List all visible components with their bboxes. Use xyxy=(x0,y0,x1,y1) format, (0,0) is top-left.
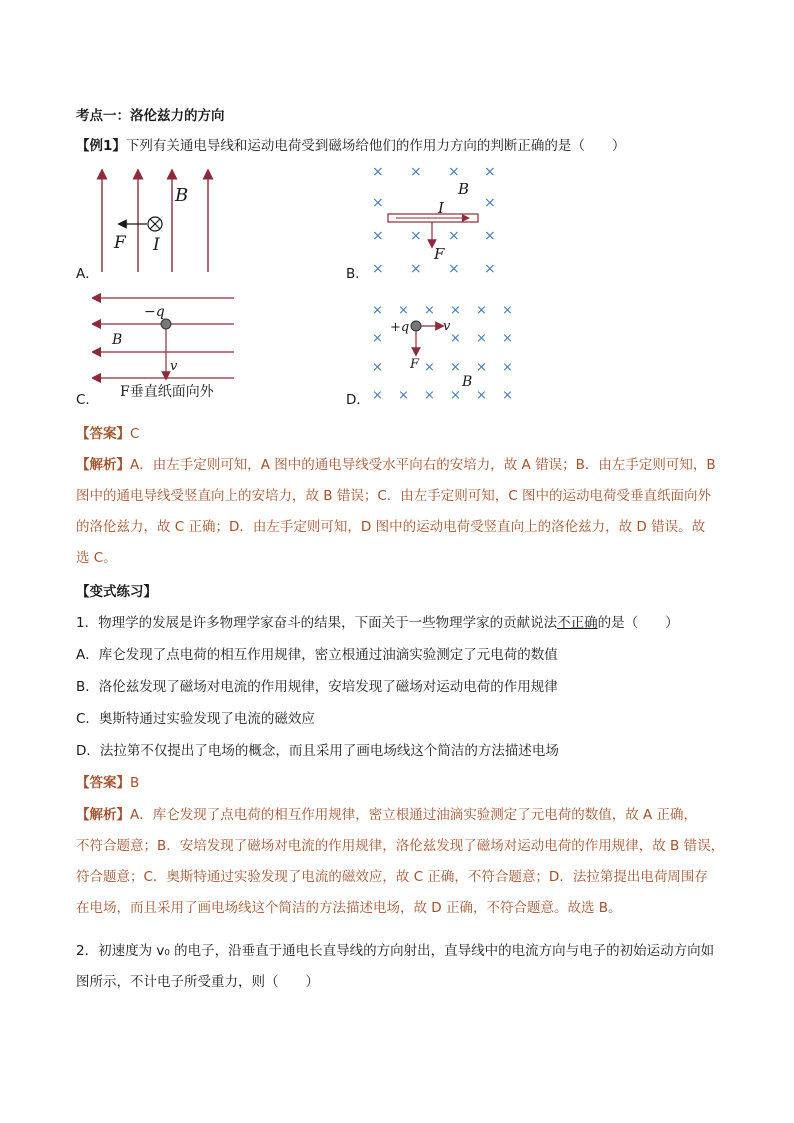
q2-stem-line-1: 2．初速度为 v₀ 的电子，沿垂直于通电长直导线的方向射出，直导线中的电流方向与电子的初始运动方向如 xyxy=(76,943,715,959)
q1-analysis-line-4: 在电场，而且采用了画电场线这个简洁的方法描述电场，故 D 正确，不符合题意。故选 B。 xyxy=(76,900,622,916)
option-d-label: D． xyxy=(346,392,370,408)
field-cross-grid xyxy=(372,303,513,403)
svg-text:×: × xyxy=(484,228,496,244)
q1-option-d: D．法拉第不仅提出了电场的概念，而且采用了画电场线这个简洁的方法描述电场 xyxy=(76,743,559,759)
example-question xyxy=(76,134,625,154)
q1-stem xyxy=(76,611,679,631)
analysis-tag: 【解析】 xyxy=(76,457,130,473)
fig-a-f-label: F xyxy=(114,233,126,253)
svg-text:×: × xyxy=(398,388,409,403)
svg-text:×: × xyxy=(372,261,384,277)
fig-a-b-label: B xyxy=(175,185,189,206)
svg-text:×: × xyxy=(476,360,487,375)
svg-text:×: × xyxy=(398,303,409,318)
example-question-text: 下列有关通电导线和运动电荷受到磁场给他们的作用力方向的判断正确的是（ ） xyxy=(125,138,626,154)
figure-a xyxy=(92,168,222,276)
example-analysis-line-2: 图中的通电导线受竖直向上的安培力，故 B 错误；C．由左手定则可知，C 图中的运动电荷受垂直纸面向外 xyxy=(76,488,711,504)
svg-text:×: × xyxy=(484,164,496,180)
svg-text:×: × xyxy=(372,388,383,403)
svg-text:×: × xyxy=(502,331,513,346)
q2-stem-line-2: 图所示，不计电子所受重力，则（ ） xyxy=(76,974,319,990)
fig-c-b-label: B xyxy=(112,332,123,348)
example-analysis-line-1 xyxy=(76,453,716,473)
svg-text:×: × xyxy=(372,360,383,375)
example-tag: 【例1】 xyxy=(76,138,126,154)
q1-analysis-line-2: 不符合题意；B．安培发现了磁场对电流的作用规律，洛伦兹发现了磁场对运动电荷的作用规律，故 B 错误， xyxy=(76,838,725,854)
figure-c xyxy=(92,290,238,402)
charge-particle xyxy=(161,319,171,329)
option-c-label: C． xyxy=(76,392,99,408)
q1-option-c: C．奥斯特通过实验发现了电流的磁效应 xyxy=(76,711,315,727)
fig-d-v-label: v xyxy=(443,319,451,334)
q1-analysis-line-3: 符合题意；C．奥斯特通过实验发现了电流的磁效应，故 C 正确，不符合题意；D．法拉第提出电荷周围存 xyxy=(76,869,708,885)
svg-text:×: × xyxy=(410,261,422,277)
fig-d-f-label: F xyxy=(410,357,420,372)
svg-text:×: × xyxy=(372,303,383,318)
charge-particle xyxy=(411,321,421,331)
svg-text:×: × xyxy=(450,331,461,346)
q1-analysis-line-1 xyxy=(76,803,697,823)
svg-text:×: × xyxy=(372,331,383,346)
fig-c-caption: F垂直纸面向外 xyxy=(120,384,214,400)
svg-text:×: × xyxy=(424,388,435,403)
svg-text:×: × xyxy=(484,261,496,277)
q1-stem-text: 1．物理学的发展是许多物理学家奋斗的结果，下面关于一些物理学家的贡献说法 xyxy=(76,615,558,631)
svg-text:×: × xyxy=(476,388,487,403)
svg-text:×: × xyxy=(372,195,384,211)
q1-option-b: B．洛伦兹发现了磁场对电流的作用规律，安培发现了磁场对运动电荷的作用规律 xyxy=(76,679,558,695)
svg-text:×: × xyxy=(448,228,460,244)
svg-text:×: × xyxy=(502,360,513,375)
option-a-label: A． xyxy=(76,266,99,282)
fig-b-i-label: I xyxy=(438,199,444,217)
svg-text:×: × xyxy=(476,303,487,318)
answer-tag: 【答案】 xyxy=(76,775,130,791)
svg-text:×: × xyxy=(410,164,422,180)
svg-text:×: × xyxy=(476,331,487,346)
figure-d xyxy=(366,298,516,406)
q1-stem-underlined: 不正确 xyxy=(557,615,598,631)
svg-text:×: × xyxy=(484,195,496,211)
analysis-tag: 【解析】 xyxy=(76,807,130,823)
svg-text:×: × xyxy=(372,164,384,180)
fig-c-v-label: v xyxy=(170,359,178,374)
fig-d-q-label: +q xyxy=(390,320,410,335)
svg-text:×: × xyxy=(448,164,460,180)
fig-b-f-label: F xyxy=(434,245,445,263)
example-analysis-line-3: 的洛伦兹力，故 C 正确；D．由左手定则可知，D 图中的运动电荷受竖直向上的洛伦兹力，故 D 错误。故 xyxy=(76,519,706,535)
svg-text:×: × xyxy=(450,388,461,403)
answer-value: C xyxy=(130,426,140,442)
answer-tag: 【答案】 xyxy=(76,426,130,442)
svg-text:×: × xyxy=(448,261,460,277)
fig-c-q-label: −q xyxy=(144,304,165,320)
svg-text:×: × xyxy=(450,303,461,318)
q1-stem-end: 的是（ ） xyxy=(597,615,679,631)
analysis-text: A．库仑发现了点电荷的相互作用规律，密立根通过油滴实验测定了元电荷的数值，故 A 正确， xyxy=(130,807,698,823)
svg-text:×: × xyxy=(424,303,435,318)
svg-text:×: × xyxy=(410,228,422,244)
q1-option-a: A．库仑发现了点电荷的相互作用规律，密立根通过油滴实验测定了元电荷的数值 xyxy=(76,647,558,663)
svg-text:×: × xyxy=(450,360,461,375)
option-b-label: B． xyxy=(346,266,369,282)
practice-heading: 【变式练习】 xyxy=(76,584,157,600)
svg-text:×: × xyxy=(502,303,513,318)
svg-text:×: × xyxy=(372,228,384,244)
q1-answer xyxy=(76,771,139,791)
example-analysis-line-4: 选 C。 xyxy=(76,550,117,566)
section-title: 考点一：洛伦兹力的方向 xyxy=(76,108,225,124)
fig-d-b-label: B xyxy=(462,374,473,390)
fig-b-b-label: B xyxy=(458,180,470,198)
figure-b xyxy=(366,160,496,278)
svg-text:×: × xyxy=(502,388,513,403)
example-answer xyxy=(76,422,139,442)
svg-text:×: × xyxy=(424,360,435,375)
fig-a-i-label: I xyxy=(153,235,160,255)
answer-value: B xyxy=(130,775,140,791)
analysis-text: A．由左手定则可知，A 图中的通电导线受水平向右的安培力，故 A 错误；B．由左手定则可知，B xyxy=(130,457,716,473)
